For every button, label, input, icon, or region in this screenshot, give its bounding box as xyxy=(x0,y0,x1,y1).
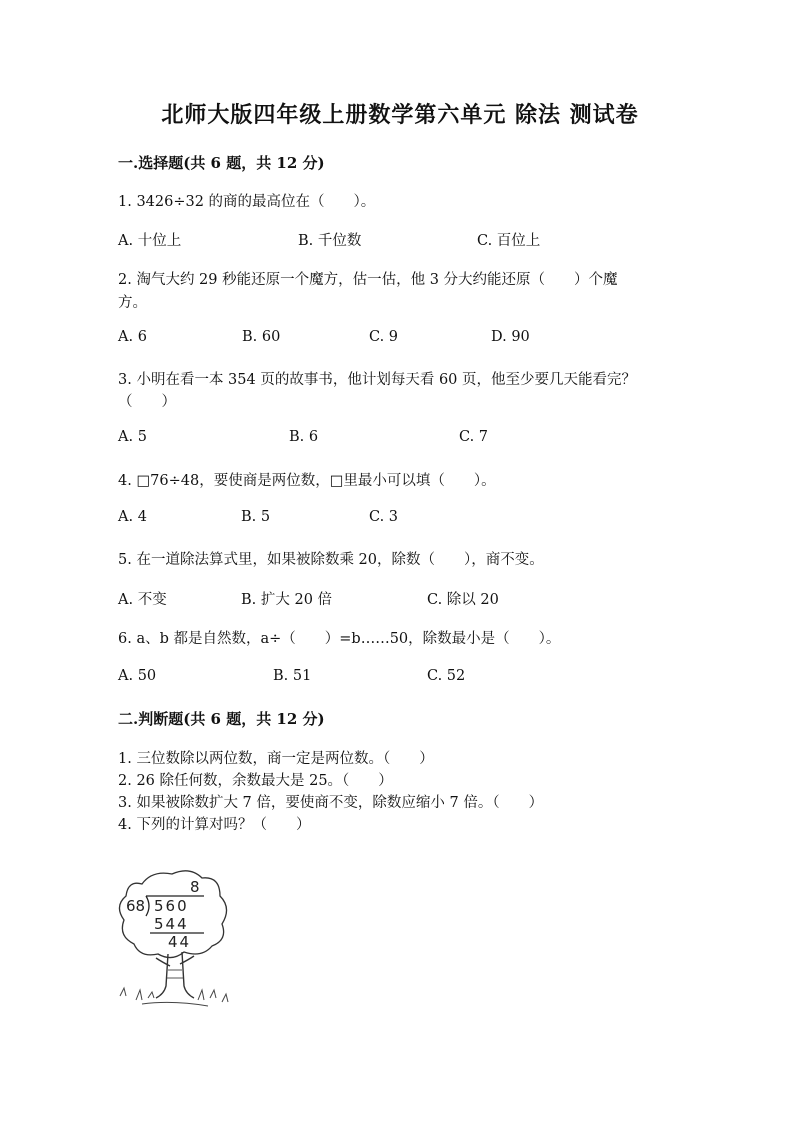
quotient: 8 xyxy=(190,878,200,896)
question-3-stem-line1: 3. 小明在看一本 354 页的故事书，他计划每天看 60 页，他至少要几天能看完？ xyxy=(118,372,637,388)
question-2-stem-line1: 2. 淘气大约 29 秒能还原一个魔方，估一估，他 3 分大约能还原（ ）个魔 xyxy=(118,272,618,288)
question-6-stem: 6. a、b 都是自然数，a÷（ ）=b……50，除数最小是（ ）。 xyxy=(118,631,561,647)
question-3-option-a[interactable]: A. 5 xyxy=(118,429,147,445)
tree-trunk xyxy=(156,952,194,998)
question-1-option-b[interactable]: B. 千位数 xyxy=(298,233,362,249)
question-3-stem-line2: （ ） xyxy=(118,394,176,410)
question-6-option-c[interactable]: C. 52 xyxy=(427,668,466,684)
judgement-question-4: 4. 下列的计算对吗？（ ） xyxy=(118,817,311,833)
question-4-option-c[interactable]: C. 3 xyxy=(369,509,399,525)
question-2-option-d[interactable]: D. 90 xyxy=(491,329,530,345)
question-1-option-c[interactable]: C. 百位上 xyxy=(477,233,541,249)
question-5-stem: 5. 在一道除法算式里，如果被除数乘 20，除数（ ），商不变。 xyxy=(118,552,544,568)
dividend: 560 xyxy=(154,897,189,915)
question-3-option-b[interactable]: B. 6 xyxy=(289,429,319,445)
question-5-option-b[interactable]: B. 扩大 20 倍 xyxy=(241,592,333,608)
question-5-option-c[interactable]: C. 除以 20 xyxy=(427,592,499,608)
divisor: 68 xyxy=(126,897,146,915)
page-title: 北师大版四年级上册数学第六单元 除法 测试卷 xyxy=(161,102,639,128)
judgement-question-1: 1. 三位数除以两位数，商一定是两位数。（ ） xyxy=(118,751,434,767)
question-3-option-c[interactable]: C. 7 xyxy=(459,429,489,445)
judgement-question-2: 2. 26 除任何数，余数最大是 25。（ ） xyxy=(118,773,393,789)
question-2-option-a[interactable]: A. 6 xyxy=(118,329,147,345)
question-2-option-c[interactable]: C. 9 xyxy=(369,329,399,345)
question-1-stem: 1. 3426÷32 的商的最高位在（ ）。 xyxy=(118,194,376,210)
remainder: 44 xyxy=(168,933,192,951)
judgement-question-3: 3. 如果被除数扩大 7 倍，要使商不变，除数应缩小 7 倍。（ ） xyxy=(118,795,544,811)
section-heading-judgement: 二.判断题(共 6 题，共 12 分) xyxy=(118,710,325,728)
long-division-tree-figure xyxy=(112,866,242,1016)
question-2-stem-line2: 方。 xyxy=(118,295,147,311)
question-4-option-a[interactable]: A. 4 xyxy=(118,509,147,525)
question-1-option-a[interactable]: A. 十位上 xyxy=(118,233,182,249)
section-heading-choice: 一.选择题(共 6 题，共 12 分) xyxy=(118,154,325,172)
question-6-option-a[interactable]: A. 50 xyxy=(118,668,157,684)
product: 544 xyxy=(154,915,189,933)
question-6-option-b[interactable]: B. 51 xyxy=(273,668,312,684)
question-2-option-b[interactable]: B. 60 xyxy=(242,329,281,345)
question-5-option-a[interactable]: A. 不变 xyxy=(118,592,167,608)
question-4-option-b[interactable]: B. 5 xyxy=(241,509,271,525)
grass xyxy=(120,988,228,1006)
question-4-stem: 4. □76÷48，要使商是两位数，□里最小可以填（ ）。 xyxy=(118,473,496,489)
